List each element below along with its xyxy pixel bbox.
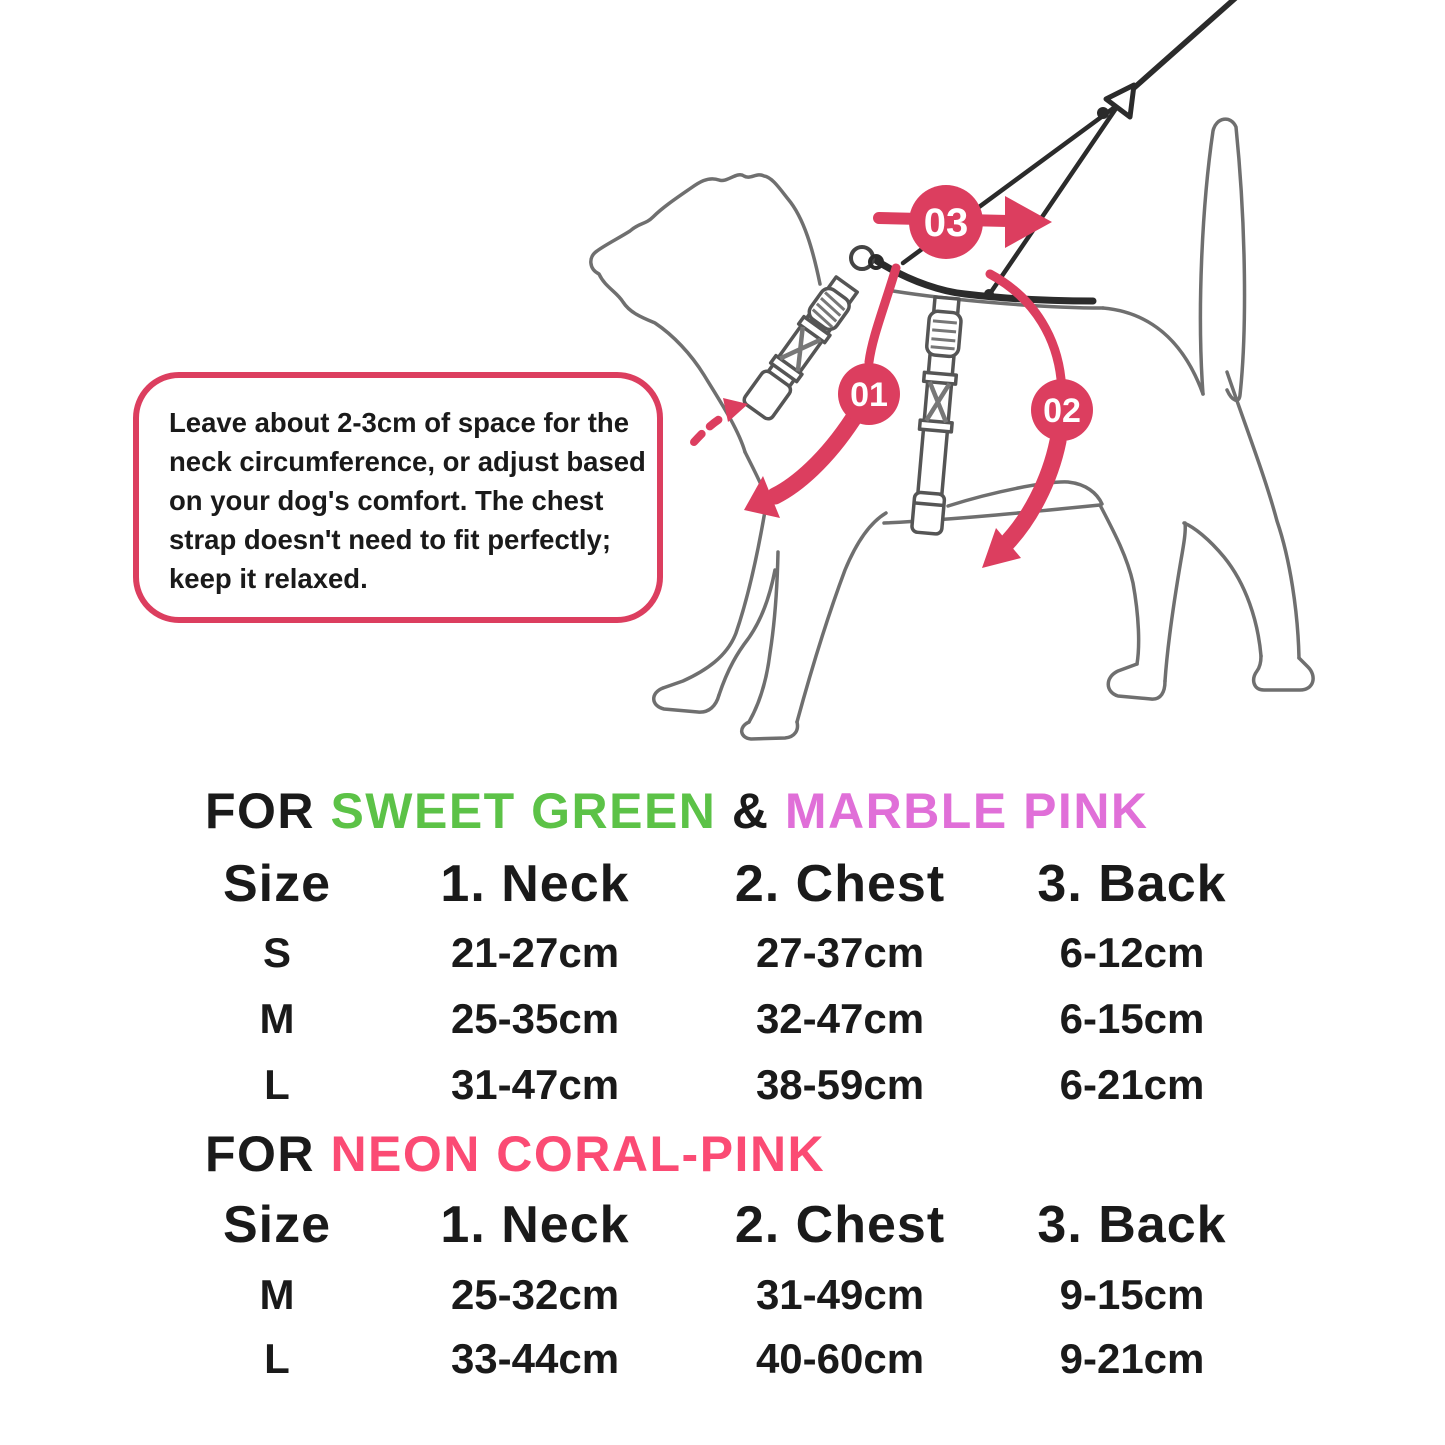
leash-line bbox=[1126, 0, 1240, 95]
table-1-title-marble-pink: MARBLE PINK bbox=[784, 783, 1149, 839]
neck-cell: 21-27cm bbox=[450, 929, 620, 976]
size-cell: M bbox=[259, 995, 295, 1042]
chest-cell: 31-49cm bbox=[755, 1271, 925, 1318]
back-cell: 9-15cm bbox=[1059, 1271, 1205, 1318]
dog-front-paw-1 bbox=[654, 688, 719, 712]
table-2-title bbox=[205, 1126, 825, 1182]
dog-hind-leg-1-back bbox=[1165, 523, 1185, 681]
callout-line: neck circumference, or adjust based bbox=[169, 446, 646, 477]
header-cell-chest: 2. Chest bbox=[734, 1196, 946, 1254]
dog-rear-outline bbox=[1227, 372, 1299, 658]
header-cell-back: 3. Back bbox=[1037, 1196, 1227, 1254]
leash-knot bbox=[1097, 107, 1109, 119]
marker-02 bbox=[982, 274, 1093, 568]
table-2-title-for: FOR bbox=[205, 1126, 331, 1182]
header-cell-neck: 1. Neck bbox=[440, 855, 630, 913]
back-cell: 9-21cm bbox=[1059, 1335, 1205, 1382]
chest-strap bbox=[910, 297, 962, 535]
dog-front-paw-2 bbox=[742, 722, 798, 739]
marker-01-leader bbox=[869, 268, 896, 362]
callout-box bbox=[133, 372, 663, 623]
marker-03-label: 03 bbox=[923, 201, 969, 245]
table-1-row-s bbox=[200, 930, 1300, 976]
header-cell-size: Size bbox=[222, 1196, 332, 1254]
header-cell-neck: 1. Neck bbox=[440, 1196, 630, 1254]
neck-cell: 31-47cm bbox=[450, 1061, 620, 1108]
chest-cell: 32-47cm bbox=[755, 995, 925, 1042]
dog-rump-line bbox=[1103, 308, 1203, 394]
dog-chest-front-leg bbox=[663, 452, 767, 688]
marker-02-leader bbox=[990, 274, 1061, 379]
header-cell-back: 3. Back bbox=[1037, 855, 1227, 913]
dog-hind-leg-2-front bbox=[1184, 523, 1261, 656]
back-cell: 6-21cm bbox=[1059, 1061, 1205, 1108]
callout-line: keep it relaxed. bbox=[169, 563, 368, 594]
size-cell: S bbox=[262, 929, 291, 976]
chest-cell: 40-60cm bbox=[755, 1335, 925, 1382]
callout-line: on your dog's comfort. The chest bbox=[169, 485, 604, 516]
dog-hind-paw-2 bbox=[1254, 656, 1313, 690]
marker-01-label: 01 bbox=[850, 376, 888, 414]
table-1-title-sweet-green: SWEET GREEN bbox=[330, 783, 717, 839]
table-2-row-m bbox=[200, 1272, 1300, 1318]
dog-thigh-line bbox=[948, 482, 1102, 506]
neck-cell: 25-32cm bbox=[450, 1271, 620, 1318]
size-cell: M bbox=[259, 1271, 295, 1318]
callout-line: strap doesn't need to fit perfectly; bbox=[169, 524, 612, 555]
table-1-row-m bbox=[200, 996, 1300, 1042]
dog-tail bbox=[1200, 119, 1244, 400]
table-2-row-l bbox=[200, 1336, 1300, 1382]
annotation-markers bbox=[694, 185, 1093, 568]
callout-pointer-dashes bbox=[694, 415, 727, 442]
chest-strap-adjuster bbox=[911, 492, 944, 534]
size-cell: L bbox=[264, 1335, 290, 1382]
size-cell: L bbox=[264, 1061, 290, 1108]
marker-02-arrow-curve bbox=[1003, 441, 1058, 547]
marker-03 bbox=[879, 185, 1052, 259]
table-2-header-row bbox=[200, 1196, 1300, 1254]
back-cell: 6-15cm bbox=[1059, 995, 1205, 1042]
chest-cell: 38-59cm bbox=[755, 1061, 925, 1108]
chest-strap-stripe-buckle bbox=[926, 311, 962, 358]
table-1-title bbox=[205, 783, 1149, 839]
callout-line: Leave about 2-3cm of space for the bbox=[169, 407, 629, 438]
dog-front-leg-2-back bbox=[797, 513, 886, 722]
strap-junction-knot bbox=[984, 289, 994, 299]
table-1-header-row bbox=[200, 855, 1300, 913]
marker-02-label: 02 bbox=[1043, 392, 1081, 430]
neck-cell: 33-44cm bbox=[450, 1335, 620, 1382]
dog-hind-paw-1 bbox=[1108, 664, 1165, 699]
table-2-title-neon-coral-pink: NEON CORAL-PINK bbox=[330, 1126, 826, 1182]
header-cell-size: Size bbox=[222, 855, 332, 913]
chest-cell: 27-37cm bbox=[755, 929, 925, 976]
table-1-title-for: FOR bbox=[205, 783, 331, 839]
table-1-row-l bbox=[200, 1062, 1300, 1108]
table-1-title-amp: & bbox=[716, 783, 785, 839]
back-cell: 6-12cm bbox=[1059, 929, 1205, 976]
neck-cell: 25-35cm bbox=[450, 995, 620, 1042]
marker-01-arrow-curve bbox=[775, 419, 853, 496]
header-cell-chest: 2. Chest bbox=[734, 855, 946, 913]
dog-hind-leg-1-front bbox=[1100, 505, 1139, 664]
